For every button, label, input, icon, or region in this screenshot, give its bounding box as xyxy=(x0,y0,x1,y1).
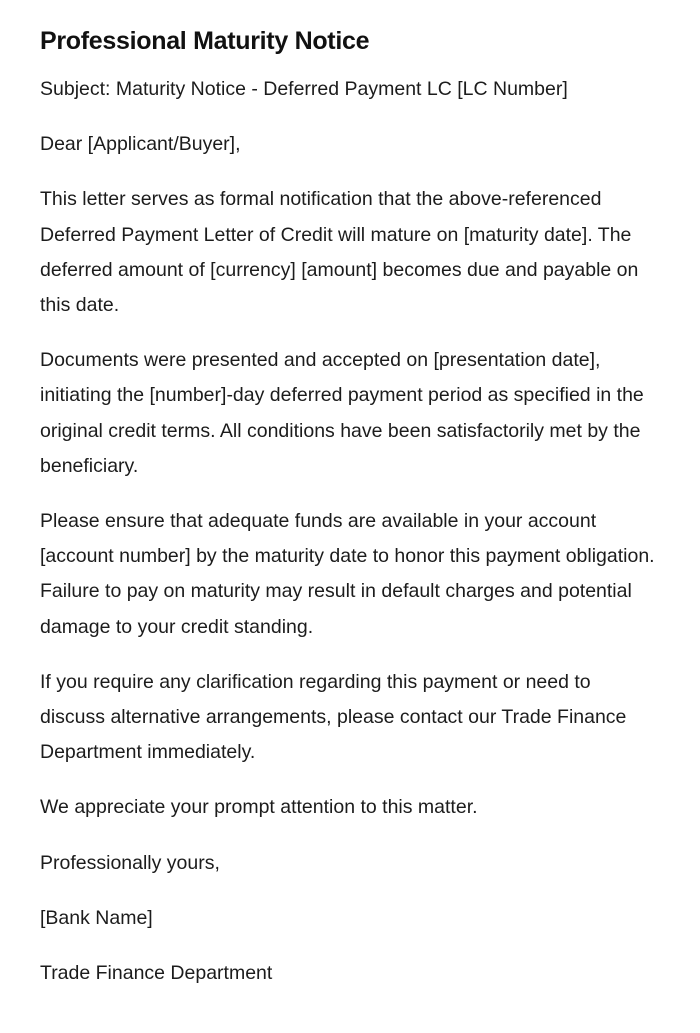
body-paragraph: This letter serves as formal notification that the above-referenced Deferred Payment Letter of Credit will mature on [maturity date]. The deferred amount of [currency] [amount] becomes due and payable on this date. xyxy=(40,188,639,317)
department-name: Trade Finance Department xyxy=(40,962,273,985)
body-paragraph: If you require any clarification regarding this payment or need to discuss alternative arrangements, please contact our Trade Finance Department immediately. xyxy=(40,670,627,764)
body-paragraph: Please ensure that adequate funds are available in your account [account number] by the maturity date to honor this payment obligation. Failure to pay on maturity may result in default charges and potential damage to your credit standing. xyxy=(40,510,655,638)
subject-line: Subject: Maturity Notice - Deferred Payment LC [LC Number] xyxy=(40,78,568,100)
body-paragraph: We appreciate your prompt attention to this matter. xyxy=(40,796,478,819)
body-paragraph: Documents were presented and accepted on [presentation date], initiating the [number]-day deferred payment period as specified in the original credit terms. All conditions have been satisfactorily met by the beneficiary. xyxy=(40,349,644,477)
salutation: Dear [Applicant/Buyer], xyxy=(40,133,241,156)
document-title: Professional Maturity Notice xyxy=(40,27,370,55)
bank-name: [Bank Name] xyxy=(40,906,153,929)
closing: Professionally yours, xyxy=(40,851,220,874)
